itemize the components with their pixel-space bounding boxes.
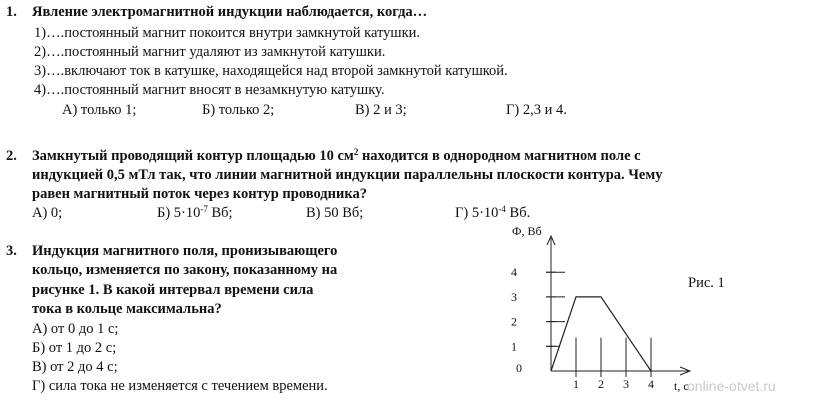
q3-option-a: А) от 0 до 1 с; — [32, 321, 119, 337]
x-axis-arrow — [680, 367, 690, 375]
q1-option-4: 4)….постоянный магнит вносят в незамкнутую катушку. — [34, 82, 385, 98]
chart-ticks — [511, 265, 654, 391]
q2-answer-b-base: Б) 5·10 — [157, 205, 201, 221]
y-tick-label-3: 3 — [511, 289, 517, 304]
q3-question-line-3: рисунке 1. В какой интервал времени сила — [32, 282, 314, 298]
x-axis-label: t, c — [674, 379, 689, 393]
q1-question: Явление электромагнитной индукции наблюдается, когда… — [32, 4, 428, 20]
q2-area-exponent: 2 — [353, 147, 359, 157]
q1-option-2: 2)….постоянный магнит удаляют из замкнутой катушки. — [34, 44, 386, 60]
q1-number: 1. — [6, 4, 17, 20]
q2-answer-d — [455, 205, 530, 222]
q2-line-1-end: находится в однородном магнитном поле с — [358, 148, 641, 164]
flux-line-series — [551, 297, 651, 371]
x-tick-label-2: 2 — [598, 377, 604, 391]
y-axis-label: Ф, Вб — [512, 224, 542, 238]
chart-guide-lines — [546, 272, 651, 371]
q2-line-1-start: Замкнутый проводящий контур площадью 10 см — [32, 148, 354, 164]
q3-number: 3. — [6, 243, 17, 259]
chart-axes — [547, 236, 690, 375]
q2-answer-b — [157, 205, 233, 222]
q3-question-line-4: тока в кольце максимальна? — [32, 301, 222, 317]
y-tick-label-2: 2 — [511, 314, 517, 329]
q1-answer-b: Б) только 2; — [202, 102, 275, 118]
q1-answer-d: Г) 2,3 и 4. — [506, 102, 567, 118]
q1-answer-a: А) только 1; — [62, 102, 137, 118]
q2-line-2: индукцией 0,5 мТл так, что линии магнитной индукции параллельны плоскости контура. Чему — [32, 167, 663, 183]
y-tick-label-4: 4 — [511, 265, 517, 280]
y-tick-label-1: 1 — [511, 339, 517, 354]
x-tick-label-4: 4 — [648, 377, 654, 391]
q2-answer-d-unit: Вб. — [505, 205, 531, 221]
x-tick-label-3: 3 — [623, 377, 629, 391]
q3-option-b: Б) от 1 до 2 с; — [32, 340, 117, 356]
q2-answer-b-exponent: -7 — [200, 204, 208, 214]
q2-answer-a: А) 0; — [32, 205, 63, 221]
q3-option-c: В) от 2 до 4 с; — [32, 359, 118, 375]
q2-answer-b-unit: Вб; — [207, 205, 233, 221]
watermark: online-otvet.ru — [687, 378, 776, 394]
y-axis-arrow — [547, 236, 555, 245]
q1-option-3: 3)….включают ток в катушке, находящейся над второй замкнутой катушкой. — [34, 63, 508, 79]
origin-label: 0 — [516, 361, 522, 375]
q3-option-d: Г) сила тока не изменяется с течением времени. — [32, 378, 328, 394]
q3-question-line-2: кольцо, изменяется по закону, показанному на — [32, 262, 338, 278]
q2-line-3: равен магнитный поток через контур проводника? — [32, 186, 367, 202]
x-tick-label-1: 1 — [573, 377, 579, 391]
q1-option-1: 1)….постоянный магнит покоится внутри замкнутой катушки. — [34, 25, 421, 41]
q2-answer-d-exponent: -4 — [498, 204, 506, 214]
q1-answer-c: В) 2 и 3; — [355, 102, 407, 118]
q2-answer-d-base: Г) 5·10 — [455, 205, 499, 221]
q2-number: 2. — [6, 148, 17, 164]
q2-line-1 — [32, 148, 641, 165]
q2-answer-c: В) 50 Вб; — [306, 205, 364, 221]
figure-caption: Рис. 1 — [688, 275, 725, 291]
q3-question-line-1: Индукция магнитного поля, пронизывающего — [32, 243, 338, 259]
